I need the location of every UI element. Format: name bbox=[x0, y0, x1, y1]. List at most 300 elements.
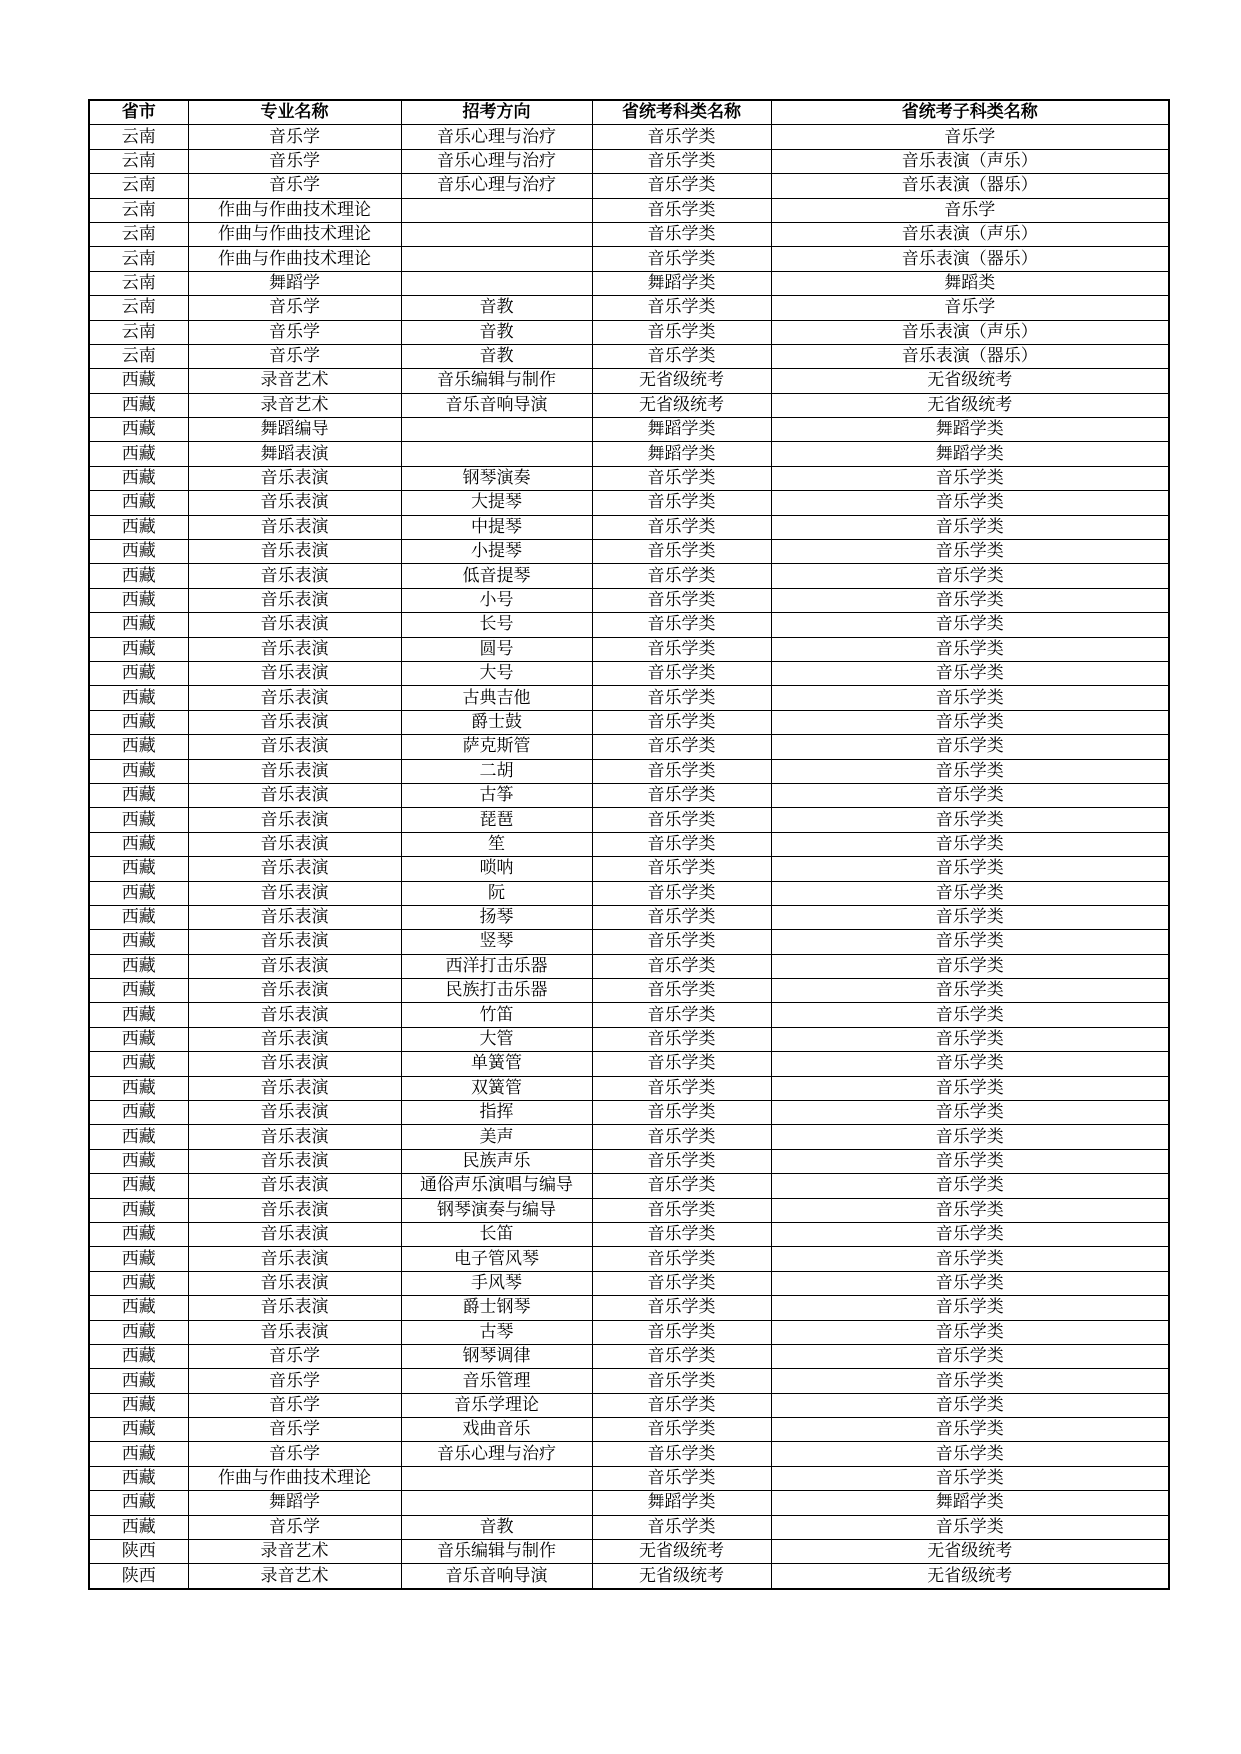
cell-exam-category: 音乐学类 bbox=[592, 149, 771, 173]
cell-admission-direction: 音乐编辑与制作 bbox=[401, 1540, 592, 1564]
cell-major-name: 录音艺术 bbox=[188, 393, 401, 417]
cell-major-name: 音乐学 bbox=[188, 1418, 401, 1442]
cell-admission-direction: 长笛 bbox=[401, 1222, 592, 1246]
cell-admission-direction bbox=[401, 1466, 592, 1490]
cell-major-name: 音乐学 bbox=[188, 174, 401, 198]
cell-exam-category: 音乐学类 bbox=[592, 1393, 771, 1417]
cell-major-name: 舞蹈编导 bbox=[188, 418, 401, 442]
admissions-table bbox=[88, 99, 1170, 1590]
cell-exam-category: 音乐学类 bbox=[592, 1271, 771, 1295]
cell-admission-direction: 音教 bbox=[401, 1515, 592, 1539]
cell-province: 西藏 bbox=[89, 1344, 188, 1368]
table-row bbox=[89, 418, 1169, 442]
cell-province: 西藏 bbox=[89, 735, 188, 759]
table-row bbox=[89, 881, 1169, 905]
cell-province: 云南 bbox=[89, 344, 188, 368]
cell-admission-direction: 电子管风琴 bbox=[401, 1247, 592, 1271]
cell-province: 西藏 bbox=[89, 1466, 188, 1490]
table-row bbox=[89, 491, 1169, 515]
table-row bbox=[89, 1491, 1169, 1515]
cell-admission-direction: 古筝 bbox=[401, 783, 592, 807]
table-row bbox=[89, 1296, 1169, 1320]
cell-exam-subcategory: 舞蹈学类 bbox=[771, 418, 1169, 442]
cell-major-name: 录音艺术 bbox=[188, 1540, 401, 1564]
table-row bbox=[89, 613, 1169, 637]
cell-exam-subcategory: 音乐学类 bbox=[771, 1027, 1169, 1051]
cell-major-name: 音乐表演 bbox=[188, 466, 401, 490]
cell-admission-direction: 古典吉他 bbox=[401, 686, 592, 710]
cell-province: 西藏 bbox=[89, 1101, 188, 1125]
cell-exam-category: 音乐学类 bbox=[592, 491, 771, 515]
table-row bbox=[89, 930, 1169, 954]
cell-exam-category: 音乐学类 bbox=[592, 1198, 771, 1222]
cell-admission-direction: 美声 bbox=[401, 1125, 592, 1149]
table-row bbox=[89, 1149, 1169, 1173]
cell-exam-category: 音乐学类 bbox=[592, 1296, 771, 1320]
cell-major-name: 音乐表演 bbox=[188, 1101, 401, 1125]
cell-province: 西藏 bbox=[89, 1369, 188, 1393]
cell-admission-direction: 扬琴 bbox=[401, 905, 592, 929]
cell-exam-category: 音乐学类 bbox=[592, 613, 771, 637]
cell-exam-subcategory: 音乐学类 bbox=[771, 710, 1169, 734]
cell-exam-subcategory: 音乐学 bbox=[771, 296, 1169, 320]
cell-major-name: 作曲与作曲技术理论 bbox=[188, 247, 401, 271]
cell-exam-category: 音乐学类 bbox=[592, 1442, 771, 1466]
cell-admission-direction: 琵琶 bbox=[401, 808, 592, 832]
cell-admission-direction: 西洋打击乐器 bbox=[401, 954, 592, 978]
cell-province: 西藏 bbox=[89, 954, 188, 978]
cell-exam-subcategory: 音乐学类 bbox=[771, 1271, 1169, 1295]
cell-major-name: 音乐表演 bbox=[188, 491, 401, 515]
cell-admission-direction: 音教 bbox=[401, 344, 592, 368]
cell-exam-category: 音乐学类 bbox=[592, 686, 771, 710]
cell-major-name: 音乐表演 bbox=[188, 564, 401, 588]
cell-major-name: 音乐学 bbox=[188, 1393, 401, 1417]
table-row bbox=[89, 174, 1169, 198]
cell-admission-direction bbox=[401, 222, 592, 246]
cell-province: 西藏 bbox=[89, 905, 188, 929]
cell-exam-subcategory: 音乐学类 bbox=[771, 979, 1169, 1003]
table-row bbox=[89, 198, 1169, 222]
cell-admission-direction: 音乐音响导演 bbox=[401, 393, 592, 417]
cell-exam-category: 音乐学类 bbox=[592, 1076, 771, 1100]
cell-major-name: 音乐学 bbox=[188, 1369, 401, 1393]
cell-major-name: 音乐学 bbox=[188, 1442, 401, 1466]
cell-admission-direction: 阮 bbox=[401, 881, 592, 905]
cell-province: 西藏 bbox=[89, 759, 188, 783]
cell-province: 西藏 bbox=[89, 369, 188, 393]
cell-exam-category: 音乐学类 bbox=[592, 1174, 771, 1198]
cell-major-name: 作曲与作曲技术理论 bbox=[188, 1466, 401, 1490]
cell-exam-subcategory: 音乐表演（声乐） bbox=[771, 320, 1169, 344]
cell-major-name: 音乐表演 bbox=[188, 1003, 401, 1027]
cell-exam-subcategory: 音乐学类 bbox=[771, 466, 1169, 490]
cell-exam-subcategory: 音乐学类 bbox=[771, 954, 1169, 978]
cell-exam-subcategory: 音乐学类 bbox=[771, 1052, 1169, 1076]
cell-major-name: 音乐表演 bbox=[188, 735, 401, 759]
cell-admission-direction: 音乐心理与治疗 bbox=[401, 174, 592, 198]
table-row bbox=[89, 442, 1169, 466]
cell-province: 云南 bbox=[89, 149, 188, 173]
cell-major-name: 音乐表演 bbox=[188, 1076, 401, 1100]
cell-exam-category: 无省级统考 bbox=[592, 369, 771, 393]
cell-exam-category: 音乐学类 bbox=[592, 174, 771, 198]
cell-province: 西藏 bbox=[89, 491, 188, 515]
table-row bbox=[89, 1247, 1169, 1271]
cell-exam-subcategory: 音乐学类 bbox=[771, 1101, 1169, 1125]
cell-admission-direction: 爵士钢琴 bbox=[401, 1296, 592, 1320]
cell-admission-direction bbox=[401, 1491, 592, 1515]
cell-province: 西藏 bbox=[89, 1027, 188, 1051]
cell-province: 西藏 bbox=[89, 1125, 188, 1149]
table-row bbox=[89, 271, 1169, 295]
cell-exam-subcategory: 音乐表演（器乐） bbox=[771, 344, 1169, 368]
cell-exam-category: 音乐学类 bbox=[592, 296, 771, 320]
cell-exam-subcategory: 音乐学类 bbox=[771, 588, 1169, 612]
cell-exam-subcategory: 音乐学类 bbox=[771, 1418, 1169, 1442]
cell-exam-category: 音乐学类 bbox=[592, 905, 771, 929]
cell-admission-direction: 爵士鼓 bbox=[401, 710, 592, 734]
table-row bbox=[89, 393, 1169, 417]
cell-province: 西藏 bbox=[89, 515, 188, 539]
cell-major-name: 音乐学 bbox=[188, 149, 401, 173]
cell-major-name: 舞蹈表演 bbox=[188, 442, 401, 466]
cell-province: 西藏 bbox=[89, 686, 188, 710]
table-row bbox=[89, 832, 1169, 856]
cell-exam-subcategory: 音乐学类 bbox=[771, 1344, 1169, 1368]
cell-exam-subcategory: 音乐学类 bbox=[771, 1076, 1169, 1100]
table-row bbox=[89, 588, 1169, 612]
cell-admission-direction: 长号 bbox=[401, 613, 592, 637]
cell-exam-subcategory: 音乐学类 bbox=[771, 686, 1169, 710]
cell-admission-direction: 民族打击乐器 bbox=[401, 979, 592, 1003]
cell-exam-category: 音乐学类 bbox=[592, 1003, 771, 1027]
cell-exam-subcategory: 无省级统考 bbox=[771, 393, 1169, 417]
table-row bbox=[89, 564, 1169, 588]
cell-exam-category: 音乐学类 bbox=[592, 198, 771, 222]
cell-admission-direction: 音乐管理 bbox=[401, 1369, 592, 1393]
cell-major-name: 音乐表演 bbox=[188, 1149, 401, 1173]
cell-major-name: 音乐学 bbox=[188, 296, 401, 320]
cell-exam-category: 音乐学类 bbox=[592, 1369, 771, 1393]
cell-exam-category: 无省级统考 bbox=[592, 1564, 771, 1589]
cell-exam-subcategory: 音乐学类 bbox=[771, 1466, 1169, 1490]
table-row bbox=[89, 1564, 1169, 1589]
cell-exam-subcategory: 舞蹈学类 bbox=[771, 442, 1169, 466]
table-row bbox=[89, 1222, 1169, 1246]
cell-exam-subcategory: 音乐学类 bbox=[771, 1198, 1169, 1222]
cell-major-name: 音乐表演 bbox=[188, 881, 401, 905]
cell-admission-direction: 通俗声乐演唱与编导 bbox=[401, 1174, 592, 1198]
cell-province: 西藏 bbox=[89, 979, 188, 1003]
table-row bbox=[89, 783, 1169, 807]
cell-exam-subcategory: 音乐表演（声乐） bbox=[771, 149, 1169, 173]
table-row bbox=[89, 1027, 1169, 1051]
cell-province: 西藏 bbox=[89, 1515, 188, 1539]
cell-exam-category: 音乐学类 bbox=[592, 515, 771, 539]
cell-province: 西藏 bbox=[89, 1174, 188, 1198]
table-row bbox=[89, 1320, 1169, 1344]
cell-exam-category: 音乐学类 bbox=[592, 857, 771, 881]
cell-province: 西藏 bbox=[89, 930, 188, 954]
table-row bbox=[89, 1052, 1169, 1076]
cell-exam-category: 音乐学类 bbox=[592, 954, 771, 978]
cell-admission-direction: 音乐心理与治疗 bbox=[401, 149, 592, 173]
cell-province: 西藏 bbox=[89, 783, 188, 807]
cell-province: 西藏 bbox=[89, 1442, 188, 1466]
cell-exam-category: 音乐学类 bbox=[592, 637, 771, 661]
cell-province: 陕西 bbox=[89, 1540, 188, 1564]
cell-admission-direction bbox=[401, 247, 592, 271]
cell-admission-direction: 低音提琴 bbox=[401, 564, 592, 588]
cell-exam-category: 音乐学类 bbox=[592, 930, 771, 954]
cell-exam-category: 音乐学类 bbox=[592, 1247, 771, 1271]
cell-major-name: 音乐表演 bbox=[188, 1027, 401, 1051]
cell-major-name: 音乐表演 bbox=[188, 1052, 401, 1076]
cell-major-name: 音乐表演 bbox=[188, 930, 401, 954]
cell-exam-subcategory: 音乐表演（声乐） bbox=[771, 222, 1169, 246]
cell-major-name: 音乐表演 bbox=[188, 832, 401, 856]
cell-major-name: 音乐学 bbox=[188, 125, 401, 149]
cell-province: 云南 bbox=[89, 271, 188, 295]
cell-province: 西藏 bbox=[89, 613, 188, 637]
cell-exam-subcategory: 音乐学类 bbox=[771, 1515, 1169, 1539]
cell-exam-category: 音乐学类 bbox=[592, 735, 771, 759]
cell-exam-subcategory: 音乐表演（器乐） bbox=[771, 174, 1169, 198]
table-row bbox=[89, 1271, 1169, 1295]
cell-exam-subcategory: 音乐学类 bbox=[771, 759, 1169, 783]
cell-exam-category: 无省级统考 bbox=[592, 1540, 771, 1564]
table-row bbox=[89, 1442, 1169, 1466]
cell-admission-direction: 圆号 bbox=[401, 637, 592, 661]
cell-admission-direction bbox=[401, 442, 592, 466]
cell-province: 云南 bbox=[89, 174, 188, 198]
table-row bbox=[89, 661, 1169, 685]
cell-major-name: 音乐表演 bbox=[188, 1198, 401, 1222]
cell-major-name: 舞蹈学 bbox=[188, 271, 401, 295]
cell-major-name: 录音艺术 bbox=[188, 369, 401, 393]
cell-exam-category: 音乐学类 bbox=[592, 808, 771, 832]
cell-exam-category: 音乐学类 bbox=[592, 125, 771, 149]
cell-major-name: 音乐学 bbox=[188, 1344, 401, 1368]
cell-major-name: 音乐表演 bbox=[188, 1125, 401, 1149]
cell-exam-subcategory: 音乐学类 bbox=[771, 1149, 1169, 1173]
cell-major-name: 音乐表演 bbox=[188, 710, 401, 734]
cell-exam-subcategory: 音乐学 bbox=[771, 198, 1169, 222]
cell-admission-direction bbox=[401, 271, 592, 295]
cell-major-name: 音乐表演 bbox=[188, 661, 401, 685]
cell-exam-subcategory: 音乐学类 bbox=[771, 564, 1169, 588]
cell-exam-category: 音乐学类 bbox=[592, 1222, 771, 1246]
cell-exam-subcategory: 音乐学类 bbox=[771, 735, 1169, 759]
cell-major-name: 音乐表演 bbox=[188, 1174, 401, 1198]
cell-province: 云南 bbox=[89, 247, 188, 271]
cell-admission-direction bbox=[401, 198, 592, 222]
cell-major-name: 音乐表演 bbox=[188, 759, 401, 783]
cell-admission-direction bbox=[401, 418, 592, 442]
cell-exam-category: 音乐学类 bbox=[592, 1320, 771, 1344]
cell-province: 西藏 bbox=[89, 1296, 188, 1320]
cell-admission-direction: 萨克斯管 bbox=[401, 735, 592, 759]
cell-admission-direction: 手风琴 bbox=[401, 1271, 592, 1295]
table-row bbox=[89, 515, 1169, 539]
header-exam-subcategory: 省统考子科类名称 bbox=[771, 100, 1169, 125]
cell-exam-category: 音乐学类 bbox=[592, 1418, 771, 1442]
cell-major-name: 音乐表演 bbox=[188, 540, 401, 564]
admissions-table-sheet bbox=[88, 99, 1168, 1590]
cell-admission-direction: 小号 bbox=[401, 588, 592, 612]
cell-admission-direction: 双簧管 bbox=[401, 1076, 592, 1100]
table-row bbox=[89, 344, 1169, 368]
cell-exam-category: 音乐学类 bbox=[592, 979, 771, 1003]
table-row bbox=[89, 686, 1169, 710]
cell-admission-direction: 音教 bbox=[401, 296, 592, 320]
table-row bbox=[89, 1369, 1169, 1393]
cell-admission-direction: 古琴 bbox=[401, 1320, 592, 1344]
cell-province: 云南 bbox=[89, 320, 188, 344]
cell-province: 西藏 bbox=[89, 466, 188, 490]
cell-exam-subcategory: 音乐学类 bbox=[771, 1174, 1169, 1198]
cell-exam-category: 音乐学类 bbox=[592, 1344, 771, 1368]
cell-major-name: 作曲与作曲技术理论 bbox=[188, 198, 401, 222]
cell-exam-category: 音乐学类 bbox=[592, 1027, 771, 1051]
cell-exam-category: 舞蹈学类 bbox=[592, 442, 771, 466]
cell-admission-direction: 竹笛 bbox=[401, 1003, 592, 1027]
table-row bbox=[89, 1466, 1169, 1490]
cell-province: 西藏 bbox=[89, 1393, 188, 1417]
cell-admission-direction: 唢呐 bbox=[401, 857, 592, 881]
table-row bbox=[89, 296, 1169, 320]
cell-exam-subcategory: 音乐学类 bbox=[771, 637, 1169, 661]
cell-major-name: 音乐学 bbox=[188, 344, 401, 368]
table-header-row bbox=[89, 100, 1169, 125]
cell-exam-subcategory: 音乐学类 bbox=[771, 808, 1169, 832]
cell-exam-category: 音乐学类 bbox=[592, 564, 771, 588]
cell-exam-category: 音乐学类 bbox=[592, 661, 771, 685]
table-row bbox=[89, 1003, 1169, 1027]
cell-province: 西藏 bbox=[89, 637, 188, 661]
cell-major-name: 音乐表演 bbox=[188, 1271, 401, 1295]
cell-exam-category: 音乐学类 bbox=[592, 1101, 771, 1125]
cell-province: 西藏 bbox=[89, 393, 188, 417]
header-major-name: 专业名称 bbox=[188, 100, 401, 125]
cell-major-name: 音乐学 bbox=[188, 320, 401, 344]
cell-major-name: 音乐表演 bbox=[188, 1247, 401, 1271]
cell-exam-category: 音乐学类 bbox=[592, 710, 771, 734]
cell-major-name: 音乐表演 bbox=[188, 905, 401, 929]
cell-exam-category: 舞蹈学类 bbox=[592, 1491, 771, 1515]
table-row bbox=[89, 735, 1169, 759]
cell-province: 西藏 bbox=[89, 1418, 188, 1442]
cell-exam-category: 音乐学类 bbox=[592, 1515, 771, 1539]
table-row bbox=[89, 1418, 1169, 1442]
cell-exam-subcategory: 音乐学类 bbox=[771, 930, 1169, 954]
table-row bbox=[89, 1174, 1169, 1198]
cell-exam-subcategory: 音乐学类 bbox=[771, 1442, 1169, 1466]
table-row bbox=[89, 1393, 1169, 1417]
cell-exam-subcategory: 音乐学类 bbox=[771, 1393, 1169, 1417]
cell-admission-direction: 大提琴 bbox=[401, 491, 592, 515]
cell-major-name: 音乐表演 bbox=[188, 686, 401, 710]
table-row bbox=[89, 808, 1169, 832]
table-row bbox=[89, 466, 1169, 490]
cell-province: 西藏 bbox=[89, 710, 188, 734]
table-row bbox=[89, 540, 1169, 564]
cell-exam-category: 音乐学类 bbox=[592, 1052, 771, 1076]
cell-exam-category: 音乐学类 bbox=[592, 247, 771, 271]
cell-province: 云南 bbox=[89, 198, 188, 222]
cell-exam-category: 无省级统考 bbox=[592, 393, 771, 417]
table-row bbox=[89, 759, 1169, 783]
table-row bbox=[89, 710, 1169, 734]
cell-exam-category: 音乐学类 bbox=[592, 759, 771, 783]
cell-exam-category: 音乐学类 bbox=[592, 1149, 771, 1173]
cell-exam-subcategory: 音乐学类 bbox=[771, 1222, 1169, 1246]
cell-province: 西藏 bbox=[89, 418, 188, 442]
cell-province: 陕西 bbox=[89, 1564, 188, 1589]
cell-exam-subcategory: 音乐学类 bbox=[771, 661, 1169, 685]
cell-major-name: 舞蹈学 bbox=[188, 1491, 401, 1515]
table-row bbox=[89, 637, 1169, 661]
cell-province: 西藏 bbox=[89, 1271, 188, 1295]
cell-exam-category: 音乐学类 bbox=[592, 1125, 771, 1149]
cell-province: 西藏 bbox=[89, 857, 188, 881]
table-row bbox=[89, 954, 1169, 978]
cell-major-name: 音乐学 bbox=[188, 1515, 401, 1539]
cell-major-name: 录音艺术 bbox=[188, 1564, 401, 1589]
table-row bbox=[89, 247, 1169, 271]
cell-province: 西藏 bbox=[89, 1198, 188, 1222]
cell-exam-subcategory: 舞蹈学类 bbox=[771, 1491, 1169, 1515]
cell-major-name: 音乐表演 bbox=[188, 515, 401, 539]
cell-province: 西藏 bbox=[89, 540, 188, 564]
cell-province: 西藏 bbox=[89, 1052, 188, 1076]
table-row bbox=[89, 222, 1169, 246]
cell-major-name: 音乐表演 bbox=[188, 588, 401, 612]
cell-province: 西藏 bbox=[89, 1247, 188, 1271]
cell-exam-subcategory: 音乐表演（器乐） bbox=[771, 247, 1169, 271]
cell-exam-subcategory: 音乐学类 bbox=[771, 783, 1169, 807]
header-province: 省市 bbox=[89, 100, 188, 125]
table-row bbox=[89, 857, 1169, 881]
cell-major-name: 音乐表演 bbox=[188, 1296, 401, 1320]
cell-admission-direction: 单簧管 bbox=[401, 1052, 592, 1076]
cell-exam-subcategory: 无省级统考 bbox=[771, 1564, 1169, 1589]
cell-admission-direction: 中提琴 bbox=[401, 515, 592, 539]
cell-major-name: 音乐表演 bbox=[188, 613, 401, 637]
cell-exam-category: 音乐学类 bbox=[592, 832, 771, 856]
cell-exam-subcategory: 音乐学 bbox=[771, 125, 1169, 149]
cell-exam-category: 音乐学类 bbox=[592, 881, 771, 905]
cell-admission-direction: 音乐心理与治疗 bbox=[401, 125, 592, 149]
cell-province: 西藏 bbox=[89, 661, 188, 685]
header-admission-direction: 招考方向 bbox=[401, 100, 592, 125]
table-body bbox=[89, 125, 1169, 1589]
cell-province: 云南 bbox=[89, 296, 188, 320]
cell-exam-subcategory: 音乐学类 bbox=[771, 1296, 1169, 1320]
cell-admission-direction: 大管 bbox=[401, 1027, 592, 1051]
cell-exam-subcategory: 无省级统考 bbox=[771, 369, 1169, 393]
cell-admission-direction: 民族声乐 bbox=[401, 1149, 592, 1173]
cell-province: 西藏 bbox=[89, 442, 188, 466]
cell-major-name: 音乐表演 bbox=[188, 857, 401, 881]
cell-exam-category: 舞蹈学类 bbox=[592, 271, 771, 295]
cell-exam-subcategory: 音乐学类 bbox=[771, 905, 1169, 929]
cell-exam-subcategory: 音乐学类 bbox=[771, 515, 1169, 539]
table-row bbox=[89, 1101, 1169, 1125]
cell-exam-subcategory: 音乐学类 bbox=[771, 1003, 1169, 1027]
cell-province: 云南 bbox=[89, 222, 188, 246]
